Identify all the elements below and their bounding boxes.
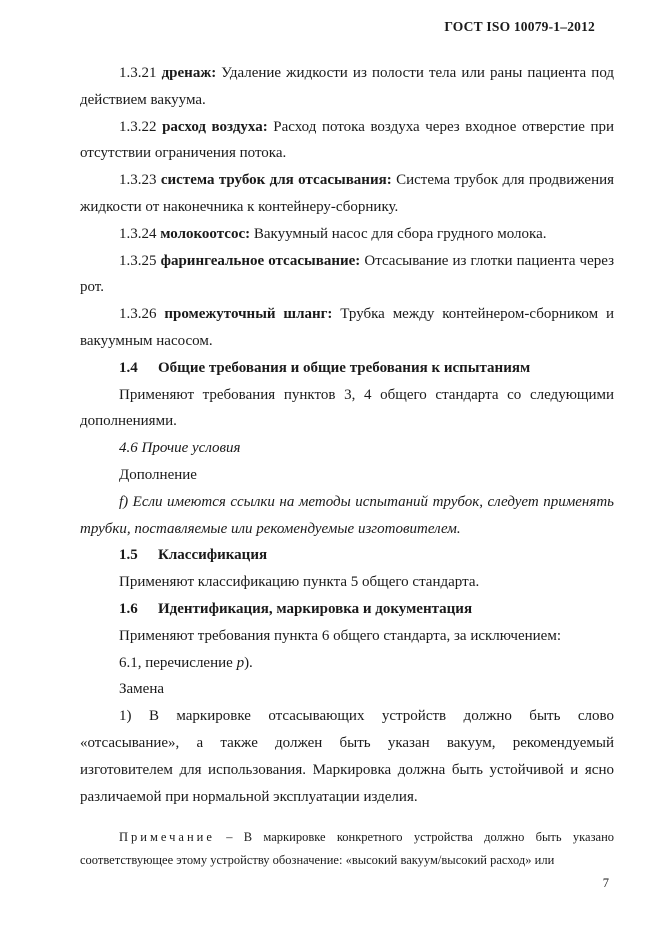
section-number: 1.5 [119, 547, 138, 564]
definition-1-3-24 [80, 221, 614, 248]
page-body [80, 60, 614, 872]
section-heading-1-4 [80, 355, 614, 382]
definition-1-3-21 [80, 60, 614, 114]
note [80, 826, 614, 872]
definition-1-3-23 [80, 167, 614, 221]
section-1-4-text: Применяют требования пунктов 3, 4 общего стандарта со следующими дополнениями. [80, 386, 614, 430]
item-number: 1.3.26 [119, 306, 157, 323]
replacement-label: Замена [119, 681, 165, 698]
section-heading-1-5 [80, 542, 614, 569]
definition-text: Расход потока воздуха через входное отверстие при отсутствии ограничения потока. [80, 118, 615, 162]
definition-1-3-26 [80, 301, 614, 355]
listing-letter: p [236, 654, 245, 671]
definition-text: Вакуумный насос для сбора грудного молока. [253, 225, 547, 242]
definition-text: Система трубок для продвижения жидкости от наконечника к контейнеру-сборнику. [80, 172, 615, 215]
definition-text: Отсасывание из глотки пациента через рот. [80, 252, 615, 296]
definition-text: Удаление жидкости из полости тела или раны пациента под действием вакуума. [80, 65, 615, 108]
term: промежуточный шланг: [164, 306, 333, 323]
listing-reference [80, 650, 614, 677]
section-number: 1.4 [119, 359, 138, 376]
section-1-6-text: Применяют требования пункта 6 общего стандарта, за исключением: [119, 627, 562, 644]
definition-text: Трубка между контейнером-сборником и вакуумным насосом. [80, 306, 615, 349]
subsection-title: 4.6 Прочие условия [119, 440, 241, 457]
page-number: 7 [602, 876, 609, 890]
item-1-text: 1) В маркировке отсасывающих устройств должно быть слово «отсасывание», а также должен быть указан вакуум, рекомендуемый изготовителем для использования. Маркировка должна быть устойчивой и ясно различаемой при нормальной эксплуатации изделия. [80, 708, 614, 805]
item-number: 1.3.23 [119, 172, 157, 189]
section-1-5-text: Применяют классификацию пункта 5 общего стандарта. [119, 574, 480, 591]
item-f-text: f) Если имеются ссылки на методы испытаний трубок, следует применять трубки, поставляемые или рекомендуемые изготовителем. [80, 493, 614, 537]
item-number: 1.3.25 [119, 252, 157, 269]
item-number: 1.3.21 [119, 65, 157, 81]
note-dash: – [214, 830, 244, 845]
item-number: 1.3.24 [119, 225, 157, 242]
definition-1-3-22 [80, 114, 614, 168]
section-title: Классификация [158, 547, 268, 564]
term: дренаж: [161, 65, 217, 81]
term: система трубок для отсасывания: [160, 172, 392, 189]
page-header-standard: ГОСТ ISO 10079-1–2012 [444, 19, 595, 34]
note-text: В маркировке конкретного устройства должно быть указано соответствующее этому устройству обозначение: «высокий вакуум/высокий расход» или [80, 830, 615, 868]
term: фарингеальное отсасывание: [160, 252, 361, 269]
note-label: Примечание [119, 830, 215, 845]
section-heading-1-6 [80, 596, 614, 623]
section-title: Общие требования и общие требования к испытаниям [158, 359, 531, 376]
term: расход воздуха: [162, 118, 268, 135]
listing-prefix: 6.1, перечисление [119, 654, 237, 671]
listing-suffix: ). [244, 654, 253, 671]
section-title: Идентификация, маркировка и документация [158, 600, 473, 617]
addition-label: Дополнение [119, 466, 197, 483]
section-number: 1.6 [119, 600, 138, 617]
term: молокоотсос: [160, 225, 251, 242]
definition-1-3-25 [80, 248, 614, 302]
item-number: 1.3.22 [119, 118, 157, 135]
